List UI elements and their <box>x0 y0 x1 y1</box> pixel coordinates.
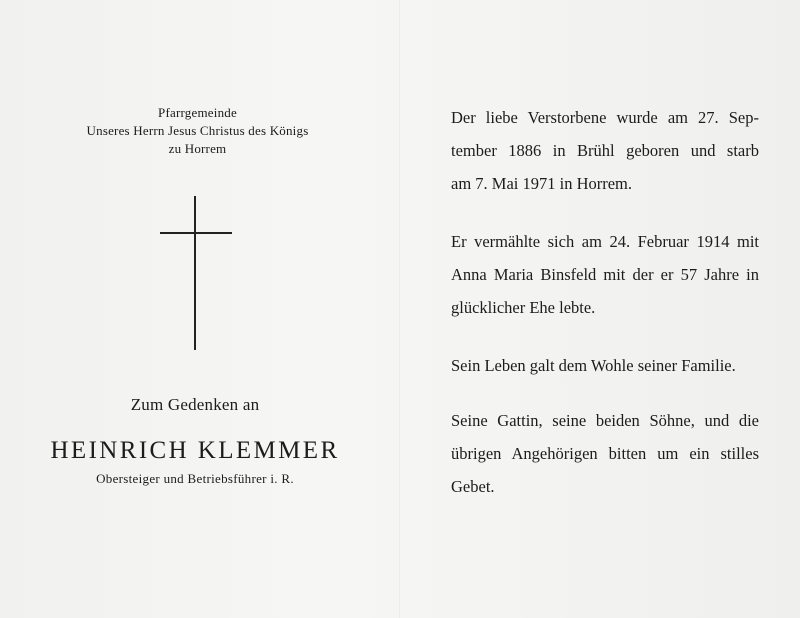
parish-line: Pfarrgemeinde <box>158 105 237 120</box>
paragraph-marriage <box>451 225 759 324</box>
paragraph-line: glücklicher Ehe lebte. <box>451 298 596 317</box>
parish-heading <box>0 104 395 158</box>
paragraph-family <box>451 349 759 382</box>
right-panel <box>451 0 761 618</box>
deceased-name: HEINRICH KLEMMER <box>50 437 340 464</box>
paragraph-line: tember 1886 in Brühl geboren und starb <box>451 141 759 160</box>
parish-line: Unseres Herrn Jesus Christus des Königs <box>86 123 309 138</box>
deceased-occupation: Obersteiger und Betriebsführer i. R. <box>96 471 294 486</box>
cross-horizontal-bar <box>160 232 232 234</box>
paragraph-line: Der liebe Verstorbene wurde am 27. Sep- <box>451 108 759 127</box>
memorial-text: Zum Gedenken an <box>130 395 260 414</box>
paragraph-line: Anna Maria Binsfeld mit der er 57 Jahre in <box>451 265 759 284</box>
paragraph-prayer-request <box>451 404 759 503</box>
card-fold <box>399 0 400 618</box>
cross-vertical-bar <box>194 196 196 350</box>
paragraph-line: Er vermählte sich am 24. Februar 1914 mit <box>451 232 759 251</box>
parish-line: zu Horrem <box>168 141 227 156</box>
paragraph-line: Sein Leben galt dem Wohle seiner Familie. <box>451 356 736 375</box>
paragraph-line: am 7. Mai 1971 in Horrem. <box>451 174 633 193</box>
left-panel <box>0 0 395 618</box>
paragraph-birth-death <box>451 101 759 200</box>
paragraph-line: Seine Gattin, seine beiden Söhne, und die <box>451 411 759 430</box>
paragraph-line: Gebet. <box>451 477 495 496</box>
paragraph-line: übrigen Angehörigen bitten um ein stilles <box>451 444 759 463</box>
latin-cross-icon <box>160 196 232 350</box>
